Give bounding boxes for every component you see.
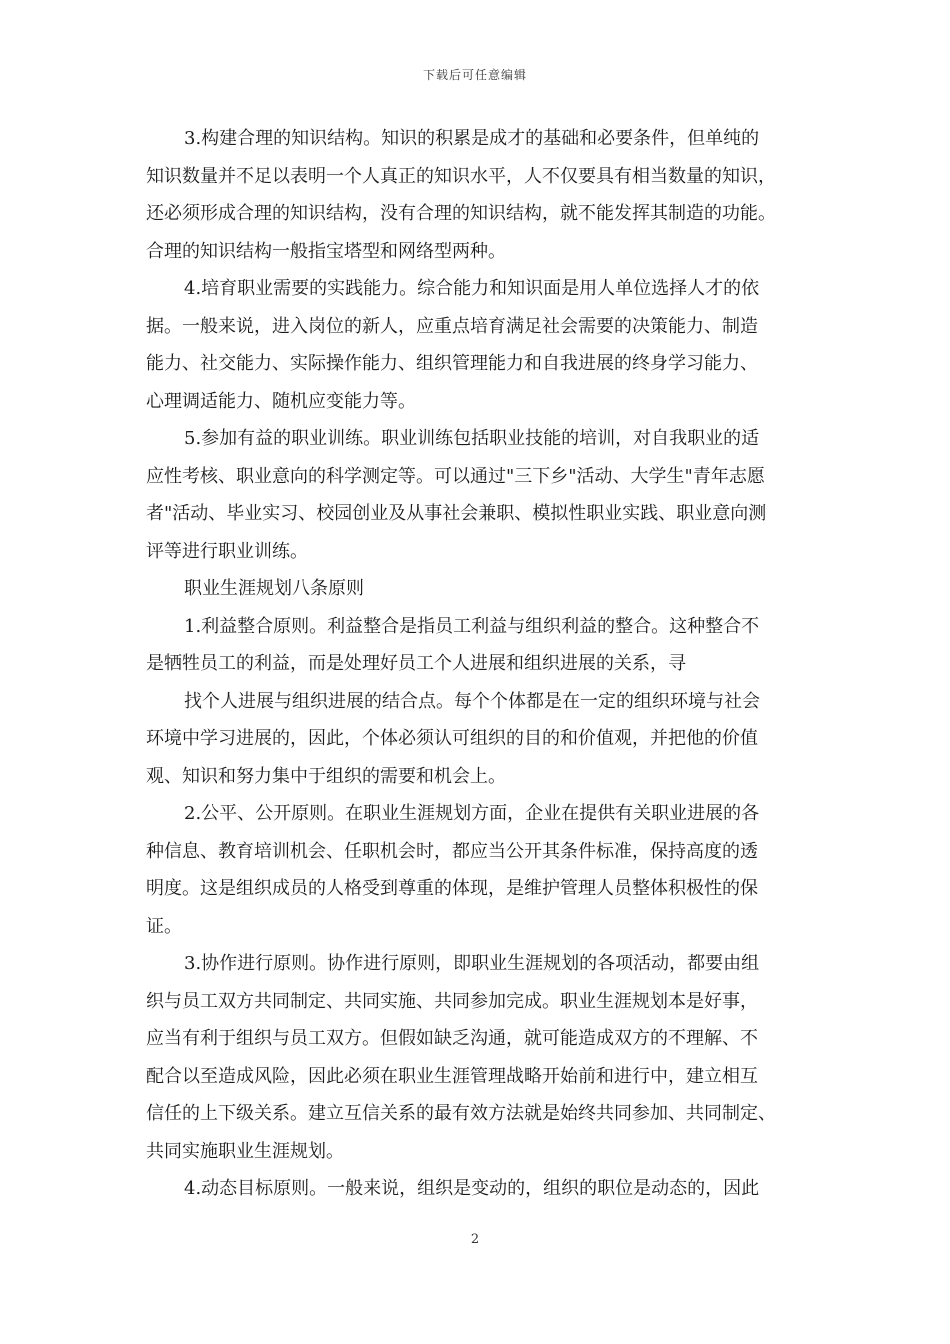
page-number: 2 xyxy=(470,1232,480,1247)
text-line: 职业生涯规划八条原则 xyxy=(184,578,364,599)
text-line: 能力、社交能力、实际操作能力、组织管理能力和自我进展的终身学习能力、 xyxy=(146,353,758,374)
text-line: 4.培育职业需要的实践能力。综合能力和知识面是用人单位选择人才的依 xyxy=(184,278,760,299)
text-line: 3.构建合理的知识结构。知识的积累是成才的基础和必要条件，但单纯的 xyxy=(184,128,760,149)
text-line: 知识数量并不足以表明一个人真正的知识水平，人不仅要具有相当数量的知识， xyxy=(146,165,776,187)
text-line: 是牺牲员工的利益，而是处理好员工个人进展和组织进展的关系，寻 xyxy=(146,653,686,674)
text-line: 共同实施职业生涯规划。 xyxy=(146,1140,344,1162)
text-line: 环境中学习进展的，因此，个体必须认可组织的目的和价值观，并把他的价值 xyxy=(146,728,758,749)
text-line: 明度。这是组织成员的人格受到尊重的体现，是维护管理人员整体积极性的保 xyxy=(146,878,758,899)
text-line: 观、知识和努力集中于组织的需要和机会上。 xyxy=(146,765,506,787)
text-line: 心理调适能力、随机应变能力等。 xyxy=(146,390,416,412)
document-body xyxy=(146,120,810,1208)
text-line: 者"活动、毕业实习、校园创业及从事社会兼职、模拟性职业实践、职业意向测 xyxy=(146,503,767,524)
text-line: 评等进行职业训练。 xyxy=(146,540,308,562)
text-line: 应当有利于组织与员工双方。但假如缺乏沟通，就可能造成双方的不理解、不 xyxy=(146,1028,758,1049)
text-line: 配合以至造成风险，因此必须在职业生涯管理战略开始前和进行中，建立相互 xyxy=(146,1065,758,1087)
text-line: 还必须形成合理的知识结构，没有合理的知识结构，就不能发挥其制造的功能。 xyxy=(146,203,776,224)
text-line: 信任的上下级关系。建立互信关系的最有效方法就是始终共同参加、共同制定、 xyxy=(146,1103,776,1124)
text-line: 织与员工双方共同制定、共同实施、共同参加完成。职业生涯规划本是好事， xyxy=(146,990,758,1012)
text-line: 找个人进展与组织进展的结合点。每个个体都是在一定的组织环境与社会 xyxy=(184,690,760,712)
text-line: 3.协作进行原则。协作进行原则，即职业生涯规划的各项活动，都要由组 xyxy=(184,953,760,974)
page-header: 下载后可任意编辑 xyxy=(422,68,527,82)
text-line: 2.公平、公开原则。在职业生涯规划方面，企业在提供有关职业进展的各 xyxy=(184,803,760,824)
text-line: 种信息、教育培训机会、任职机会时，都应当公开其条件标准，保持高度的透 xyxy=(146,840,758,862)
text-line: 1.利益整合原则。利益整合是指员工利益与组织利益的整合。这种整合不 xyxy=(184,615,760,637)
text-line: 据。一般来说，进入岗位的新人，应重点培育满足社会需要的决策能力、制造 xyxy=(146,315,758,337)
text-line: 合理的知识结构一般指宝塔型和网络型两种。 xyxy=(146,240,506,262)
text-line: 证。 xyxy=(146,915,182,937)
text-line: 4.动态目标原则。一般来说，组织是变动的，组织的职位是动态的，因此 xyxy=(184,1178,760,1199)
text-line: 5.参加有益的职业训练。职业训练包括职业技能的培训，对自我职业的适 xyxy=(184,428,760,449)
text-line: 应性考核、职业意向的科学测定等。可以通过"三下乡"活动、大学生"青年志愿 xyxy=(146,465,765,487)
